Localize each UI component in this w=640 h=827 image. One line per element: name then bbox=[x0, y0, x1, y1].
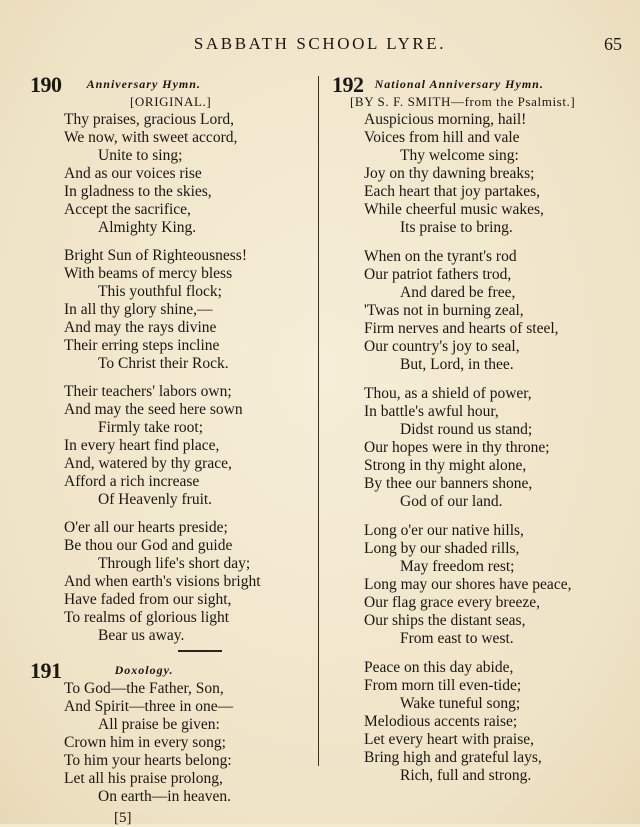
hymn-source-note: [ORIGINAL.] bbox=[130, 94, 212, 109]
stanza bbox=[332, 522, 622, 648]
verse-line: Voices from hill and vale bbox=[364, 129, 520, 146]
verse-line: Thy praises, gracious Lord, bbox=[64, 111, 235, 128]
verse-line: On earth—in heaven. bbox=[98, 787, 231, 805]
hymn-title: Doxology. bbox=[114, 662, 174, 677]
verse-line: In gladness to the skies, bbox=[64, 183, 212, 200]
stanza bbox=[30, 247, 315, 373]
running-head bbox=[0, 34, 640, 58]
verse-line: To realms of glorious light bbox=[64, 609, 230, 626]
hymn-191 bbox=[30, 658, 315, 806]
verse-line: Our hopes were in thy throne; bbox=[364, 439, 550, 456]
verse-line: From east to west. bbox=[400, 630, 514, 647]
stanza bbox=[332, 111, 622, 237]
verse-line: Unite to sing; bbox=[98, 147, 183, 164]
verse-line: Joy on thy dawning breaks; bbox=[364, 165, 535, 182]
column-divider bbox=[318, 76, 319, 766]
verse-line: Auspicious morning, hail! bbox=[364, 111, 527, 128]
verse-line: Each heart that joy partakes, bbox=[364, 183, 541, 200]
verse-line: This youthful flock; bbox=[98, 283, 222, 300]
verse-line: Be thou our God and guide bbox=[64, 537, 233, 554]
hymn-title: National Anniversary Hymn. bbox=[374, 77, 544, 91]
stanza bbox=[30, 680, 315, 806]
verse-line: Let every heart with praise, bbox=[364, 731, 534, 748]
page-number: 65 bbox=[604, 34, 622, 54]
hymn-190 bbox=[30, 72, 315, 645]
verse-line: Bright Sun of Righteousness! bbox=[64, 247, 247, 264]
verse-line: And as our voices rise bbox=[64, 165, 202, 182]
verse-line: We now, with sweet accord, bbox=[64, 129, 238, 146]
verse-line: Of Heavenly fruit. bbox=[98, 491, 213, 508]
hymn-heading bbox=[332, 72, 622, 97]
hymn-number: 191 bbox=[30, 657, 62, 683]
hymn-number: 192 bbox=[332, 72, 364, 97]
verse-line: Have faded from our sight, bbox=[64, 591, 232, 608]
verse-line: In every heart find place, bbox=[64, 437, 220, 454]
verse-line: Didst round us stand; bbox=[400, 421, 533, 438]
verse-line: With beams of mercy bless bbox=[64, 265, 233, 282]
verse-line: Strong in thy might alone, bbox=[364, 457, 527, 474]
verse-line: Bear us away. bbox=[98, 627, 185, 644]
verse-line: In all thy glory shine,— bbox=[64, 301, 213, 318]
verse-line: And may the rays divine bbox=[64, 319, 217, 336]
hymn-heading bbox=[30, 657, 315, 683]
stanza bbox=[332, 659, 622, 785]
verse-line: Our flag grace every breeze, bbox=[364, 594, 540, 611]
hymn-source-note: [BY S. F. SMITH—from the Psalmist.] bbox=[350, 94, 576, 109]
verse-line: Long may our shores have peace, bbox=[364, 576, 572, 593]
verse-line: By thee our banners shone, bbox=[364, 475, 533, 492]
left-column bbox=[30, 72, 315, 827]
verse-line: Peace on this day abide, bbox=[364, 659, 514, 676]
stanza bbox=[332, 385, 622, 511]
verse-line: Through life's short day; bbox=[98, 555, 251, 572]
verse-line: Thy welcome sing: bbox=[400, 147, 519, 164]
verse-line: Long o'er our native hills, bbox=[364, 522, 524, 539]
verse-line: When on the tyrant's rod bbox=[364, 248, 517, 265]
hymn-192 bbox=[332, 72, 622, 785]
verse-line: Our ships the distant seas, bbox=[364, 612, 526, 629]
verse-line: While cheerful music wakes, bbox=[364, 201, 544, 218]
right-column bbox=[332, 72, 622, 785]
verse-line: And, watered by thy grace, bbox=[64, 455, 232, 472]
verse-line: Their teachers' labors own; bbox=[64, 383, 232, 400]
verse-line: From morn till even-tide; bbox=[364, 677, 522, 694]
hymn-title: Anniversary Hymn. bbox=[86, 77, 201, 91]
verse-line: Our patriot fathers trod, bbox=[364, 266, 512, 283]
verse-line: Afford a rich increase bbox=[64, 473, 200, 490]
verse-line: All praise be given: bbox=[98, 715, 220, 733]
verse-line: Melodious accents raise; bbox=[364, 713, 518, 730]
verse-line: In battle's awful hour, bbox=[364, 403, 499, 420]
verse-line: Thou, as a shield of power, bbox=[364, 385, 532, 402]
verse-line: O'er all our hearts preside; bbox=[64, 519, 228, 536]
section-rule bbox=[178, 650, 222, 652]
hymn-heading bbox=[30, 72, 315, 97]
verse-line: Their erring steps incline bbox=[64, 337, 220, 354]
stanza bbox=[30, 111, 315, 237]
verse-line: To God—the Father, Son, bbox=[64, 679, 224, 697]
verse-line: Crown him in every song; bbox=[64, 733, 226, 751]
verse-line: Rich, full and strong. bbox=[400, 767, 532, 784]
verse-line: To him your hearts belong: bbox=[64, 751, 232, 769]
verse-line: Almighty King. bbox=[98, 219, 197, 236]
verse-line: Bring high and grateful lays, bbox=[364, 749, 542, 766]
verse-line: Firm nerves and hearts of steel, bbox=[364, 320, 559, 337]
stanza bbox=[30, 383, 315, 509]
verse-line: Accept the sacrifice, bbox=[64, 201, 191, 218]
verse-line: May freedom rest; bbox=[400, 558, 515, 575]
verse-line: And Spirit—three in one— bbox=[64, 697, 234, 715]
running-title: SABBATH SCHOOL LYRE. bbox=[193, 34, 447, 53]
verse-line: But, Lord, in thee. bbox=[400, 356, 514, 373]
stanza bbox=[332, 248, 622, 374]
verse-line: Long by our shaded rills, bbox=[364, 540, 520, 557]
verse-line: Wake tuneful song; bbox=[400, 695, 521, 712]
signature-mark: [5] bbox=[114, 809, 132, 826]
verse-line: Its praise to bring. bbox=[400, 219, 513, 236]
verse-line: 'Twas not in burning zeal, bbox=[364, 302, 524, 319]
hymn-number: 190 bbox=[30, 72, 62, 97]
verse-line: To Christ their Rock. bbox=[98, 355, 229, 372]
verse-line: And when earth's visions bright bbox=[64, 573, 261, 590]
verse-line: Let all his praise prolong, bbox=[64, 769, 223, 787]
verse-line: Our country's joy to seal, bbox=[364, 338, 520, 355]
verse-line: Firmly take root; bbox=[98, 419, 204, 436]
stanza bbox=[30, 519, 315, 645]
verse-line: God of our land. bbox=[400, 493, 503, 510]
verse-line: And dared be free, bbox=[400, 284, 516, 301]
verse-line: And may the seed here sown bbox=[64, 401, 243, 418]
